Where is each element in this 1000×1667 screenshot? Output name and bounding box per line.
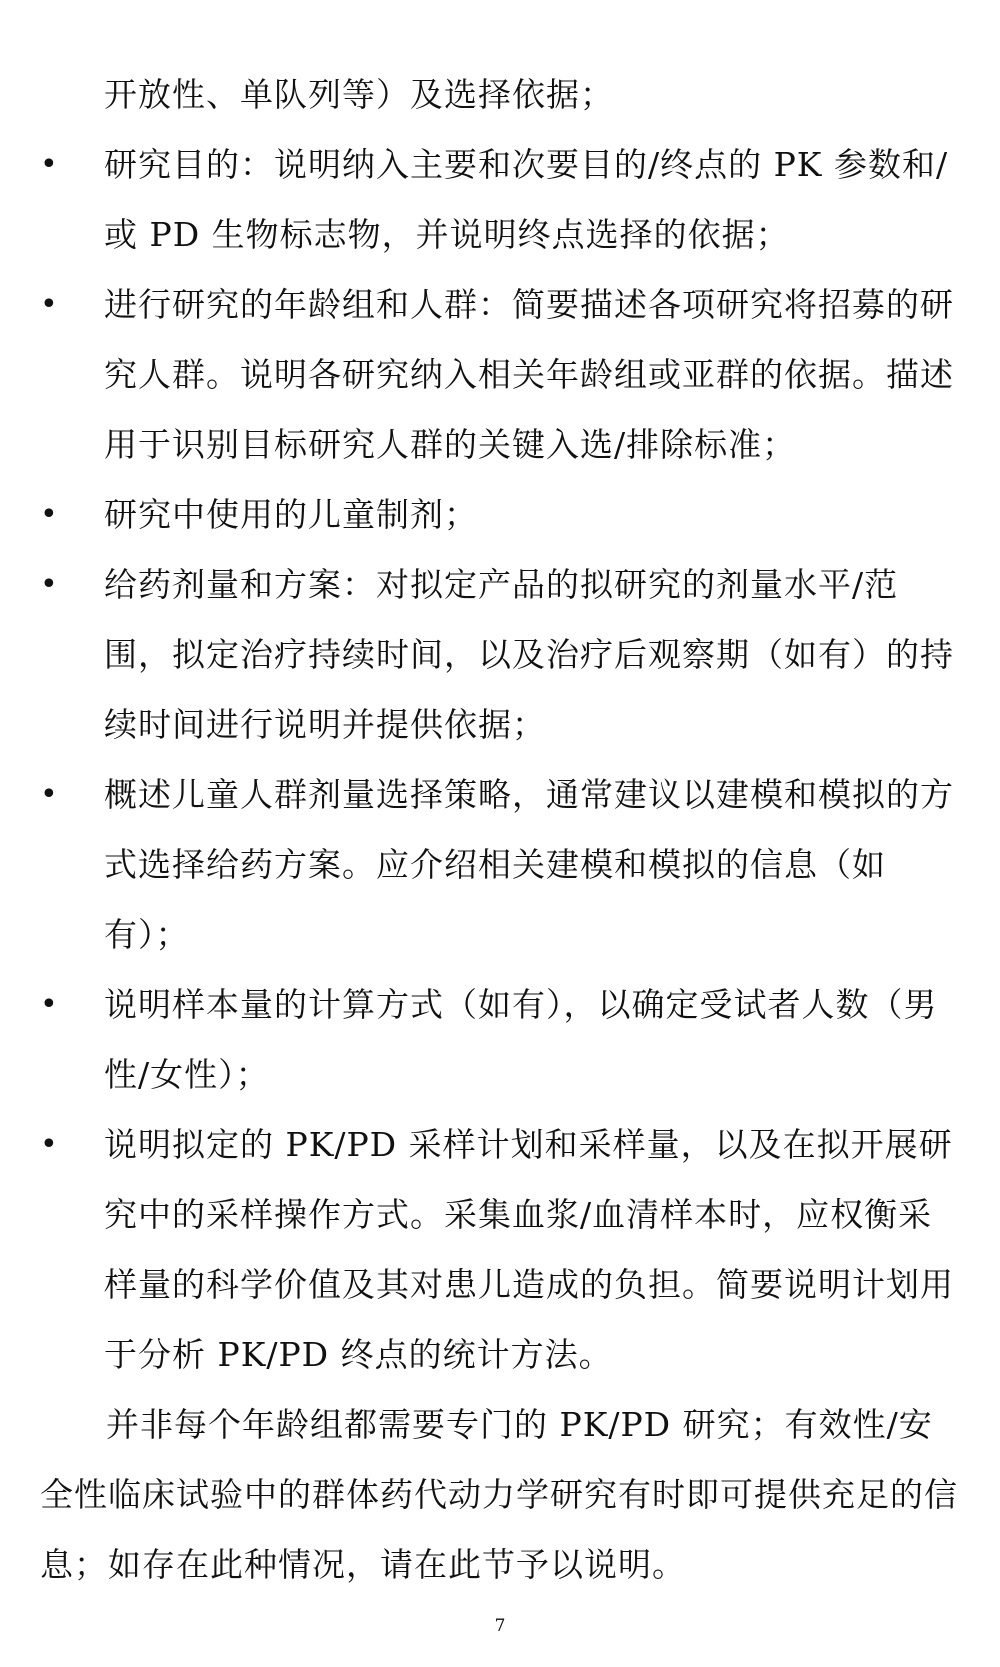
bullet-icon: • [40, 987, 59, 1022]
bullet-list [0, 130, 1000, 1390]
closing-paragraph: 并非每个年龄组都需要专门的 PK/PD 研究；有效性/安全性临床试验中的群体药代动力学研究有时即可提供充足的信息；如存在此种情况，请在此节予以说明。 [40, 1405, 958, 1584]
bullet-text: 研究中使用的儿童制剂； [104, 495, 478, 534]
bullet-icon: • [40, 777, 59, 812]
bullet-text: 给药剂量和方案：对拟定产品的拟研究的剂量水平/范围，拟定治疗持续时间，以及治疗后观察期（如有）的持续时间进行说明并提供依据； [104, 565, 954, 744]
continuation-line: 开放性、单队列等）及选择依据； [104, 75, 614, 114]
bullet-text: 进行研究的年龄组和人群：简要描述各项研究将招募的研究人群。说明各研究纳入相关年龄组或亚群的依据。描述用于识别目标研究人群的关键入选/排除标准； [104, 285, 954, 464]
bullet-item [0, 480, 1000, 550]
bullet-text: 概述儿童人群剂量选择策略，通常建议以建模和模拟的方式选择给药方案。应介绍相关建模和模拟的信息（如有）； [104, 775, 954, 954]
bullet-item [0, 970, 1000, 1110]
bullet-item [0, 130, 1000, 270]
bullet-item [0, 270, 1000, 480]
bullet-item [0, 760, 1000, 970]
bullet-item [0, 1110, 1000, 1390]
bullet-icon: • [40, 147, 59, 182]
bullet-text: 说明拟定的 PK/PD 采样计划和采样量，以及在拟开展研究中的采样操作方式。采集血浆/血清样本时，应权衡采样量的科学价值及其对患儿造成的负担。简要说明计划用于分析 PK/PD 终点的统计方法。 [104, 1125, 954, 1374]
page-number: 7 [494, 1616, 506, 1636]
bullet-text: 说明样本量的计算方式（如有），以确定受试者人数（男性/女性）； [104, 985, 938, 1094]
bullet-icon: • [40, 497, 59, 532]
bullet-icon: • [40, 1127, 59, 1162]
bullet-icon: • [40, 567, 59, 602]
bullet-icon: • [40, 287, 59, 322]
bullet-text: 研究目的：说明纳入主要和次要目的/终点的 PK 参数和/或 PD 生物标志物，并说明终点选择的依据； [104, 145, 949, 254]
bullet-item [0, 550, 1000, 760]
